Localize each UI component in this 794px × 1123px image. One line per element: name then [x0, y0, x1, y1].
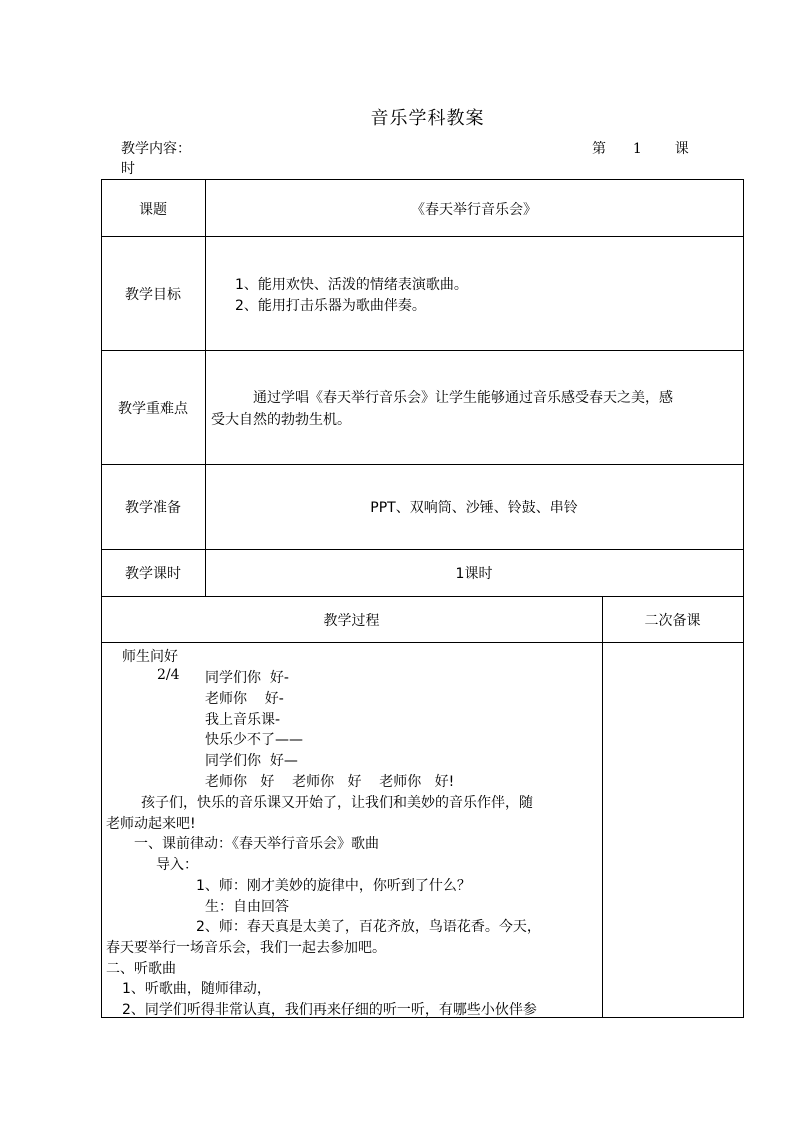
lesson-number-word1: 第	[592, 141, 606, 157]
intro-line-1: 孩子们，快乐的音乐课又开始了，让我们和美妙的音乐作伴，随	[141, 795, 533, 811]
goal-item-2: 2、能用打击乐器为歌曲伴奏。	[235, 298, 426, 314]
document-title: 音乐学科教案	[370, 108, 485, 129]
notes-header: 二次备课	[644, 613, 701, 629]
goal-item-1: 1、能用欢快、活泼的情绪表演歌曲。	[235, 277, 468, 293]
question-2-line-1: 2、师：春天真是太美了，百花齐放，鸟语花香。今天，	[196, 919, 541, 935]
step-2: 2、同学们听得非常认真，我们再来仔细的听一听，有哪些小伙伴参	[122, 1002, 537, 1018]
lead-in: 导入：	[156, 857, 198, 873]
hours-value: 1课时	[455, 566, 493, 582]
lesson-number-word2: 课	[674, 141, 689, 157]
hours-label: 教学课时	[125, 566, 181, 582]
key-points-label: 教学重难点	[118, 401, 188, 417]
song-line-6: 老师你 好 老师你 好 老师你 好!	[205, 774, 455, 790]
question-1: 1、师：刚才美妙的旋律中，你听到了什么？	[196, 878, 471, 894]
question-2-line-2: 春天要举行一场音乐会，我们一起去参加吧。	[106, 940, 386, 956]
topic-value: 《春天举行音乐会》	[411, 202, 537, 218]
answer-1: 生：自由回答	[205, 899, 289, 915]
intro-line-2: 老师动起来吧!	[106, 816, 196, 832]
lesson-number-word3: 时	[121, 161, 135, 177]
song-line-3: 我上音乐课-	[205, 712, 281, 728]
topic-label: 课题	[139, 202, 167, 218]
key-points-line-1: 通过学唱《春天举行音乐会》让学生能够通过音乐感受春天之美，感	[253, 390, 673, 406]
meter: 2/4	[157, 667, 180, 683]
section-1-heading: 一、课前律动：《春天举行音乐会》歌曲	[134, 836, 379, 852]
song-line-1: 同学们你 好-	[205, 670, 289, 686]
lesson-number-value: 1	[632, 141, 642, 157]
prep-value: PPT、双响筒、沙锤、铃鼓、串铃	[370, 500, 578, 516]
step-1: 1、听歌曲，随师律动，	[122, 981, 271, 997]
song-line-2: 老师你 好-	[205, 691, 284, 707]
key-points-line-2: 受大自然的勃勃生机。	[211, 412, 351, 428]
lesson-number	[592, 138, 689, 158]
content-label: 教学内容：	[121, 141, 191, 157]
song-line-4: 快乐少不了——	[205, 732, 303, 748]
process-header: 教学过程	[323, 613, 380, 629]
song-line-5: 同学们你 好—	[205, 753, 298, 769]
goals-label: 教学目标	[125, 287, 181, 303]
greeting: 师生问好	[122, 649, 178, 665]
prep-label: 教学准备	[125, 500, 181, 516]
section-2-heading: 二、听歌曲	[106, 961, 176, 977]
